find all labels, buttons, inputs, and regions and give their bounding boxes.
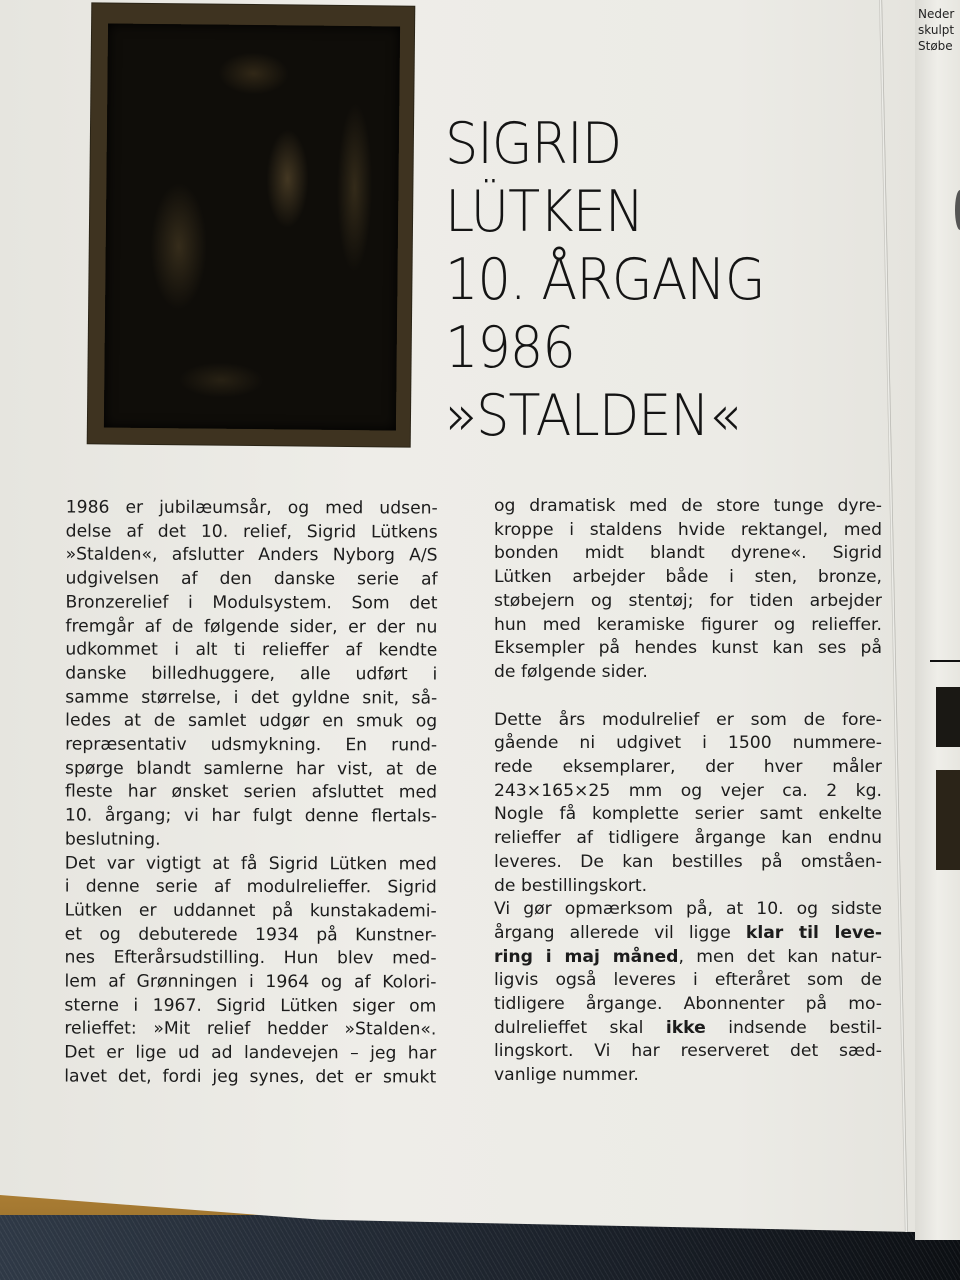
text-run: , men det kan natur- <box>678 946 882 967</box>
adjacent-page-rule <box>930 660 960 662</box>
title-line: 10. ÅRGANG <box>445 247 765 313</box>
text-line: udgivelsen af den danske serie af <box>65 568 438 590</box>
text-line: fremgår af de følgende sider, er der nu <box>65 616 438 638</box>
text-line: bonden midt blandt dyrene«. Sigrid <box>494 543 882 564</box>
bold-text: ikke <box>665 1017 706 1038</box>
text-line <box>494 946 882 970</box>
edition-paragraph <box>494 709 882 899</box>
text-line: spørge blandt samlerne har vist, at de <box>65 758 438 780</box>
text-line: et og debuterede 1934 på Kunstner- <box>64 924 437 946</box>
intro-paragraph <box>65 497 438 854</box>
title-line: 1986 <box>445 315 575 381</box>
artist-paragraph <box>64 852 437 1090</box>
quote-paragraph <box>494 495 882 685</box>
text-line: i denne serie af modulrelieffer. Sigrid <box>64 876 437 898</box>
text-line: lem af Grønningen i 1964 og af Kolori- <box>64 971 437 993</box>
relief-photo <box>88 3 415 446</box>
text-line: Lütken er uddannet på kunstakademi- <box>64 900 437 922</box>
adjacent-page-text <box>918 6 960 54</box>
text-line: og dramatisk med de store tunge dyre- <box>494 496 882 516</box>
text-line: 10. årgang; vi har fulgt denne flertals- <box>64 805 437 827</box>
delivery-paragraph <box>494 898 882 1088</box>
text-line: relieffer af tidligere årgange kan endnu <box>494 828 882 849</box>
text-line: rede eksemplarer, der hver måler <box>494 757 882 778</box>
text-line: tidligere årgange. Abonnenter på mo- <box>494 994 882 1015</box>
text-line: vanlige nummer. <box>494 1065 639 1086</box>
text-line: Eksempler på hendes kunst kan ses på <box>494 638 882 659</box>
text-run: dulrelieffet skal <box>494 1017 666 1038</box>
title-line: SIGRID <box>445 111 622 177</box>
text-line: fleste har ønsket serien afsluttet med <box>64 781 438 803</box>
text-line: 1986 er jubilæumsår, og med udsen- <box>65 497 438 519</box>
left-text-column <box>64 497 438 1091</box>
text-line: ledes at de samlet udgør en smuk og <box>65 710 438 732</box>
text-line: samme størrelse, i det gyldne snit, så- <box>65 687 438 709</box>
adjacent-line: skulpt <box>918 23 955 37</box>
text-line: sterne i 1967. Sigrid Lütken siger om <box>64 995 437 1017</box>
text-line: Nogle få komplette serier samt enkelte <box>494 804 882 825</box>
adjacent-line: Neder <box>918 7 955 21</box>
text-line: nes Efterårsudstilling. Hun blev med- <box>64 947 437 969</box>
right-text-column <box>494 495 882 1088</box>
text-line: repræsentativ udsmykning. En rund- <box>65 734 438 756</box>
text-line: støbejern og stentøj; for tiden arbejder <box>494 590 882 611</box>
text-line: de følgende sider. <box>494 661 648 682</box>
text-line: udkommet i alt ti relieffer af kendte <box>65 639 438 661</box>
text-line: beslutning. <box>64 829 161 850</box>
text-line: lingskort. Vi har reserveret det sæd- <box>494 1041 882 1062</box>
relief-image-field <box>104 23 400 430</box>
text-line: hun med keramiske figurer og relieffer. <box>494 614 882 635</box>
text-line: lavet det, fordi jeg synes, det er smukt <box>64 1066 437 1088</box>
text-run: årgang allerede vil ligge <box>494 922 746 943</box>
adjacent-page-image-fragment <box>936 770 960 870</box>
text-line <box>494 1017 882 1041</box>
page-title <box>445 110 765 450</box>
paragraph-gap <box>494 685 882 709</box>
text-line: Bronzerelief i Modulsystem. Som det <box>65 592 438 614</box>
adjacent-line: Støbe <box>918 39 953 53</box>
title-line: LÜTKEN <box>445 179 644 245</box>
adjacent-page <box>915 0 960 1240</box>
text-line: »Stalden«, afslutter Anders Nyborg A/S <box>65 544 438 566</box>
text-line: kroppe i staldens hvide rektangel, med <box>494 519 882 540</box>
text-line: relieffet: »Mit relief hedder »Stalden«. <box>64 1018 437 1040</box>
text-line: Vi gør opmærksom på, at 10. og sidste <box>494 899 882 920</box>
text-line: Det er lige ud ad landevejen – jeg har <box>64 1042 437 1064</box>
text-line: Lütken arbejder både i sten, bronze, <box>494 567 882 588</box>
text-line: Det var vigtigt at få Sigrid Lütken med <box>64 853 437 875</box>
text-line: de bestillingskort. <box>494 875 648 896</box>
text-line: Dette års modulrelief er som de fore- <box>494 709 882 730</box>
text-line <box>494 922 882 946</box>
text-line: danske billedhuggere, alle udført i <box>65 663 438 685</box>
text-line: 243×165×25 mm og vejer ca. 2 kg. <box>494 780 882 801</box>
text-line: ligvis også leveres i efteråret som de <box>494 970 882 991</box>
bold-text: ring i maj måned <box>494 946 679 967</box>
text-line: delse af det 10. relief, Sigrid Lütkens <box>65 521 438 543</box>
text-run: indsende bestil- <box>705 1017 883 1038</box>
bold-text: klar til leve- <box>745 922 883 943</box>
adjacent-page-image-fragment <box>936 687 960 747</box>
text-line: gående ni udgivet i 1500 nummere- <box>494 733 882 754</box>
text-line: leveres. De kan bestilles på omståen- <box>494 851 882 872</box>
title-line: »STALDEN« <box>445 383 740 449</box>
adjacent-page-image-fragment <box>955 190 960 230</box>
